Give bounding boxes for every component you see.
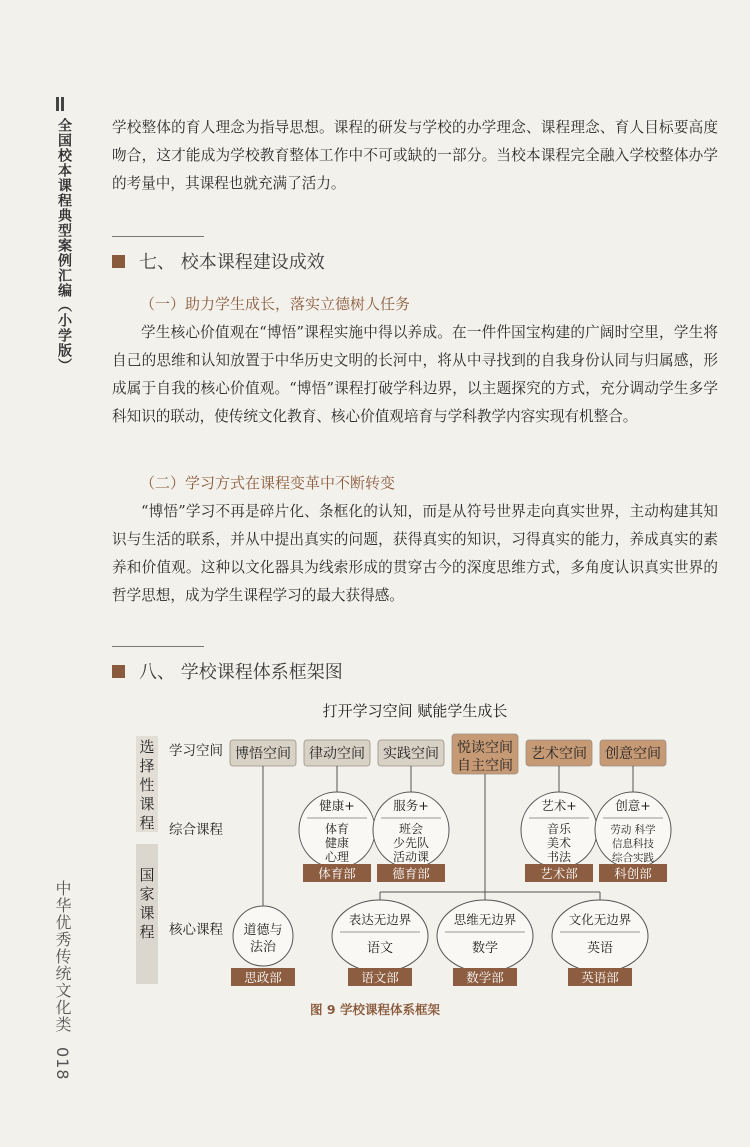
integrated-course-item: 健康 (324, 836, 350, 850)
learning-space-label: 博悟空间 (235, 746, 291, 762)
row-label-integrated: 综合课程 (169, 822, 223, 838)
core-course-item: 数学 (471, 941, 499, 956)
core-course-circle (552, 900, 648, 972)
learning-space-label: 实践空间 (383, 746, 439, 762)
learning-space-label: 创意空间 (605, 746, 661, 762)
core-course-item: 法治 (249, 940, 277, 955)
section-8-title: 八、 学校课程体系框架图 (139, 662, 343, 683)
figure-caption: 图 9 学校课程体系框架 (310, 1002, 440, 1017)
integrated-course-item: 班会 (398, 822, 424, 836)
core-course-heading: 表达无边界 (348, 912, 412, 927)
integrated-course-heading: 服务+ (393, 798, 429, 813)
integrated-course-heading: 健康+ (319, 798, 355, 813)
integrated-course-item: 综合实践 (612, 852, 654, 864)
department-label: 数学部 (466, 970, 504, 985)
learning-space-label: 律动空间 (309, 746, 365, 762)
section-7-heading (112, 249, 325, 273)
integrated-course-item: 美术 (546, 836, 572, 850)
section-divider (112, 236, 204, 237)
figure-title: 打开学习空间 赋能学生成长 (322, 702, 508, 720)
department-label: 科创部 (614, 866, 652, 881)
subsection-1-heading: （一）助力学生成长，落实立德树人任务 (140, 295, 411, 313)
page-number: 018 (53, 1047, 72, 1081)
integrated-course-item: 音乐 (546, 822, 572, 836)
national-label-char: 家 (139, 885, 155, 903)
section-divider (112, 646, 204, 647)
integrated-course-item: 书法 (546, 850, 572, 864)
heading-square-icon (112, 665, 125, 678)
core-course-heading: 文化无边界 (568, 912, 632, 927)
sidebar-footer (50, 880, 74, 1081)
subsection-2-text: “博悟”学习不再是碎片化、条框化的认知，而是从符号世界走向真实世界，主动构建其知识与生活的联系，并从中提出真实的问题，获得真实的知识，习得真实的能力，养成真实的素养和价值观。这种以文化器具为线索形成的贯穿古今的深度思维方式，多角度认识真实世界的哲学思想，成为学生课程学习的最大获得感。 (112, 503, 718, 604)
elective-label-char: 择 (139, 757, 155, 775)
row-label-core: 核心课程 (169, 922, 223, 938)
core-course-circle (437, 900, 533, 972)
book-title: 全国校本课程典型案例汇编（小学版） (56, 118, 72, 373)
department-label: 体育部 (318, 866, 356, 881)
section-8-heading (112, 659, 343, 683)
elective-label-char: 程 (139, 814, 155, 832)
intro-paragraph: 学校整体的育人理念为指导思想。课程的研发与学校的办学理念、课程理念、育人目标要高度吻合，这才能成为学校教育整体工作中不可或缺的一部分。当校本课程完全融入学校整体办学的考量中，其课程也就充满了活力。 (112, 119, 718, 192)
heading-square-icon (112, 255, 125, 268)
integrated-course-item: 劳动 科学 (610, 824, 656, 836)
learning-space-label: 艺术空间 (531, 746, 587, 762)
core-course-item: 道德与 (243, 923, 283, 938)
learning-space-label: 悦读空间 (457, 740, 513, 756)
integrated-course-heading: 艺术+ (541, 798, 577, 813)
national-label-char: 国 (139, 866, 155, 884)
subsection-2-heading: （二）学习方式在课程变革中不断转变 (140, 474, 396, 492)
integrated-course-heading: 创意+ (615, 798, 651, 813)
curriculum-framework-figure (130, 700, 700, 1020)
integrated-course-item: 心理 (324, 850, 350, 864)
integrated-course-item: 信息科技 (612, 838, 654, 850)
elective-label-char: 课 (139, 795, 155, 813)
elective-label-char: 选 (139, 738, 155, 756)
department-label: 德育部 (392, 866, 430, 881)
national-label-char: 课 (139, 904, 155, 922)
core-course-heading: 思维无边界 (453, 912, 517, 927)
department-label: 英语部 (581, 970, 619, 985)
core-course-item: 英语 (586, 941, 614, 956)
framework-diagram (130, 724, 700, 1014)
department-label: 思政部 (244, 970, 282, 985)
integrated-course-item: 体育 (324, 822, 350, 836)
integrated-course-item: 活动课 (392, 850, 430, 864)
core-course-item: 语文 (366, 941, 394, 956)
category-label: 中华优秀传统文化类 (53, 880, 72, 1033)
subsection-1-text: 学生核心价值观在“博悟”课程实施中得以养成。在一件件国宝构建的广阔时空里，学生将自己的思维和认知放置于中华历史文明的长河中，将从中寻找到的自我身份认同与归属感，形成属于自我的核心价值观。“博悟”课程打破学科边界，以主题探究的方式，充分调动学生多学科知识的联动，使传统文化教育、核心价值观培育与学科教学内容实现有机整合。 (112, 324, 718, 425)
national-label-char: 程 (139, 923, 155, 941)
department-label: 语文部 (361, 970, 399, 985)
section-7-title: 七、 校本课程建设成效 (139, 252, 325, 273)
sidebar-mark (56, 96, 70, 110)
core-course-circle (332, 900, 428, 972)
department-label: 艺术部 (540, 866, 578, 881)
learning-space-label: 自主空间 (457, 758, 513, 774)
row-label-space: 学习空间 (169, 743, 223, 759)
elective-label-char: 性 (139, 776, 155, 794)
integrated-course-item: 少先队 (392, 836, 430, 850)
